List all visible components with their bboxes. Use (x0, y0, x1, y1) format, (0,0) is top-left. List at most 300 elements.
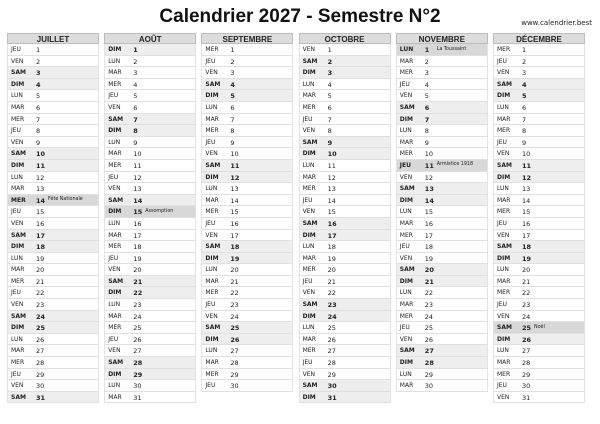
weekday-label: MAR (108, 393, 122, 401)
day-number: 8 (424, 127, 429, 136)
day-number: 13 (230, 185, 239, 194)
day-number: 17 (230, 231, 239, 240)
day-row (493, 357, 585, 369)
weekday-label: JEU (497, 382, 507, 390)
day-row (396, 380, 488, 392)
weekday-label: VEN (497, 231, 510, 239)
day-row (396, 183, 488, 195)
weekday-label: MER (399, 312, 413, 320)
weekday-label: LUN (497, 347, 509, 355)
day-row (104, 125, 196, 137)
day-row (201, 253, 293, 265)
day-row (299, 102, 391, 114)
weekday-label: LUN (205, 347, 218, 355)
weekday-label: JEU (205, 219, 216, 227)
day-row (201, 218, 293, 230)
day-row (493, 299, 585, 311)
weekday-label: SAM (108, 277, 124, 285)
day-number: 18 (522, 243, 532, 252)
day-row (396, 241, 488, 253)
day-number: 17 (133, 231, 142, 240)
day-number: 10 (230, 150, 239, 159)
weekday-label: MER (302, 347, 316, 355)
day-row (396, 276, 488, 288)
day-number: 21 (424, 277, 434, 286)
website-link[interactable]: www.calendrier.best (521, 19, 592, 27)
weekday-label: MAR (11, 347, 25, 355)
weekday-label: SAM (205, 80, 221, 88)
day-number: 24 (327, 312, 337, 321)
day-row (201, 357, 293, 369)
day-row (201, 380, 293, 392)
day-number: 16 (327, 219, 337, 228)
day-row (104, 67, 196, 79)
day-row (396, 160, 488, 172)
day-row (7, 322, 99, 334)
weekday-label: LUN (497, 185, 509, 193)
weekday-label: MAR (302, 335, 317, 343)
day-row (299, 44, 391, 56)
day-number: 17 (424, 231, 434, 240)
weekday-label: MAR (205, 277, 219, 285)
day-row (299, 206, 391, 218)
day-number: 22 (133, 289, 143, 298)
day-number: 20 (522, 266, 531, 275)
day-row (7, 125, 99, 137)
day-row (299, 218, 391, 230)
day-number: 14 (36, 196, 46, 205)
day-number: 14 (230, 196, 239, 205)
day-row (299, 311, 391, 323)
month-column (104, 33, 196, 403)
day-number: 8 (36, 127, 41, 136)
weekday-label: MER (302, 103, 316, 111)
day-row (104, 206, 196, 218)
day-number: 6 (230, 103, 235, 112)
day-number: 27 (522, 347, 531, 356)
day-number: 10 (424, 150, 434, 159)
day-row (7, 114, 99, 126)
day-row (396, 125, 488, 137)
day-row (7, 102, 99, 114)
day-number: 4 (36, 80, 41, 89)
holiday-label: Armistice 1918 (436, 162, 474, 168)
weekday-label: MAR (11, 103, 25, 111)
day-row (201, 345, 293, 357)
day-number: 26 (133, 335, 142, 344)
weekday-label: DIM (11, 324, 25, 332)
weekday-label: MAR (302, 254, 317, 262)
weekday-label: VEN (205, 150, 218, 158)
day-row (7, 369, 99, 381)
day-number: 10 (36, 150, 46, 159)
day-number: 6 (133, 103, 138, 112)
day-row (493, 90, 585, 102)
weekday-label: JEU (205, 301, 216, 309)
day-row (7, 299, 99, 311)
weekday-label: MAR (399, 382, 414, 390)
day-row (7, 90, 99, 102)
day-row (493, 56, 585, 68)
day-number: 31 (327, 393, 337, 402)
weekday-label: JEU (11, 208, 21, 216)
day-number: 6 (522, 103, 527, 112)
weekday-label: LUN (11, 173, 23, 181)
weekday-label: LUN (108, 138, 121, 146)
weekday-label: JEU (302, 196, 313, 204)
day-row (104, 44, 196, 56)
day-row (201, 90, 293, 102)
day-number: 8 (230, 127, 235, 136)
weekday-label: DIM (205, 92, 219, 100)
day-number: 12 (230, 173, 240, 182)
weekday-label: DIM (302, 312, 316, 320)
month-header: DÉCEMBRE (493, 33, 585, 44)
day-number: 4 (522, 80, 527, 89)
weekday-label: LUN (205, 266, 218, 274)
weekday-label: JEU (497, 219, 507, 227)
day-row (201, 322, 293, 334)
day-row (104, 253, 196, 265)
month-header: JUILLET (7, 33, 99, 44)
day-row (7, 241, 99, 253)
day-row (299, 195, 391, 207)
day-row (396, 369, 488, 381)
day-row (7, 380, 99, 392)
day-number: 15 (230, 208, 239, 217)
weekday-label: MAR (108, 231, 122, 239)
day-number: 27 (327, 347, 336, 356)
weekday-label: MAR (497, 115, 511, 123)
weekday-label: LUN (11, 92, 23, 100)
weekday-label: JEU (302, 277, 313, 285)
day-row (201, 299, 293, 311)
day-number: 11 (230, 161, 240, 170)
weekday-label: MAR (205, 359, 219, 367)
weekday-label: VEN (11, 301, 24, 309)
day-number: 4 (424, 80, 429, 89)
day-row (7, 287, 99, 299)
day-row (7, 311, 99, 323)
day-number: 7 (424, 115, 430, 124)
day-number: 10 (327, 150, 337, 159)
day-row (299, 345, 391, 357)
day-number: 24 (522, 312, 531, 321)
day-number: 26 (522, 335, 532, 344)
weekday-label: VEN (302, 208, 315, 216)
day-number: 9 (327, 138, 333, 147)
day-number: 2 (230, 57, 235, 66)
day-row (396, 299, 488, 311)
day-row (396, 218, 488, 230)
day-row (493, 172, 585, 184)
day-row (299, 299, 391, 311)
day-row (299, 264, 391, 276)
day-row (493, 287, 585, 299)
day-number: 21 (230, 277, 239, 286)
day-row (299, 114, 391, 126)
day-number: 30 (133, 382, 142, 391)
day-row (493, 160, 585, 172)
weekday-label: VEN (11, 138, 24, 146)
day-number: 14 (327, 196, 336, 205)
day-number: 8 (522, 127, 527, 136)
day-number: 4 (327, 80, 332, 89)
day-number: 26 (36, 335, 45, 344)
weekday-label: JEU (205, 138, 216, 146)
day-number: 3 (522, 69, 527, 78)
day-number: 10 (133, 150, 142, 159)
weekday-label: SAM (302, 138, 318, 146)
weekday-label: VEN (11, 382, 24, 390)
day-row (493, 183, 585, 195)
weekday-label: LUN (302, 243, 315, 251)
day-number: 28 (327, 359, 336, 368)
weekday-label: JEU (108, 173, 119, 181)
weekday-label: SAM (302, 57, 318, 65)
day-number: 14 (522, 196, 531, 205)
day-row (104, 195, 196, 207)
weekday-label: MER (205, 127, 219, 135)
weekday-label: LUN (108, 57, 121, 65)
day-number: 5 (327, 92, 332, 101)
weekday-label: MAR (108, 150, 122, 158)
day-row (299, 334, 391, 346)
day-number: 9 (133, 138, 138, 147)
day-number: 25 (36, 324, 46, 333)
weekday-label: MER (205, 208, 219, 216)
day-number: 29 (424, 370, 434, 379)
day-number: 1 (133, 46, 138, 54)
month-header: SEPTEMBRE (201, 33, 293, 44)
day-row (201, 287, 293, 299)
day-row (299, 56, 391, 68)
holiday-label: Assomption (145, 208, 174, 214)
day-number: 14 (133, 196, 143, 205)
day-row (201, 264, 293, 276)
day-number: 16 (36, 219, 45, 228)
day-row (7, 67, 99, 79)
day-row (7, 345, 99, 357)
day-row (104, 322, 196, 334)
day-row (7, 172, 99, 184)
weekday-label: VEN (108, 347, 121, 355)
day-number: 9 (424, 138, 429, 147)
day-number: 12 (133, 173, 142, 182)
day-row (104, 160, 196, 172)
day-row (396, 102, 488, 114)
day-number: 4 (230, 80, 235, 89)
day-row (493, 206, 585, 218)
day-row (7, 195, 99, 207)
weekday-label: MAR (205, 115, 219, 123)
day-number: 29 (133, 370, 143, 379)
weekday-label: DIM (399, 359, 413, 367)
day-number: 18 (133, 243, 142, 252)
day-row (493, 392, 585, 404)
day-number: 26 (230, 335, 240, 344)
day-number: 21 (522, 277, 531, 286)
month-header: AOÛT (104, 33, 196, 44)
weekday-label: MER (302, 185, 316, 193)
weekday-label: VEN (108, 185, 121, 193)
weekday-label: VEN (399, 254, 413, 262)
day-number: 5 (36, 92, 41, 101)
day-number: 28 (522, 359, 531, 368)
weekday-label: MER (205, 289, 219, 297)
day-row (299, 369, 391, 381)
weekday-label: SAM (205, 243, 221, 251)
weekday-label: MER (399, 231, 413, 239)
day-number: 3 (230, 69, 235, 78)
weekday-label: VEN (302, 46, 315, 53)
day-number: 13 (327, 185, 336, 194)
day-row (493, 322, 585, 334)
month-column (201, 33, 293, 392)
day-row (493, 137, 585, 149)
day-number: 13 (424, 185, 434, 194)
day-row (201, 172, 293, 184)
day-row (493, 230, 585, 242)
day-row (396, 56, 488, 68)
weekday-label: MAR (108, 69, 122, 77)
month-column (7, 33, 99, 403)
weekday-label: MER (497, 127, 511, 135)
day-number: 27 (230, 347, 239, 356)
weekday-label: DIM (11, 243, 25, 251)
weekday-label: DIM (108, 208, 122, 216)
weekday-label: MER (205, 46, 219, 53)
weekday-label: LUN (399, 370, 412, 378)
weekday-label: LUN (302, 80, 315, 88)
weekday-label: SAM (205, 161, 221, 169)
weekday-label: SAM (108, 196, 124, 204)
weekday-label: DIM (108, 370, 122, 378)
day-number: 27 (133, 347, 142, 356)
day-number: 5 (424, 92, 429, 101)
day-row (299, 253, 391, 265)
day-row (493, 380, 585, 392)
weekday-label: SAM (11, 231, 26, 239)
weekday-label: VEN (302, 289, 315, 297)
day-number: 18 (327, 243, 336, 252)
day-row (201, 195, 293, 207)
day-row (299, 276, 391, 288)
day-number: 3 (133, 69, 138, 78)
weekday-label: DIM (108, 127, 122, 135)
weekday-label: LUN (399, 127, 412, 135)
day-row (299, 137, 391, 149)
day-row (104, 102, 196, 114)
weekday-label: JEU (399, 161, 411, 169)
day-number: 14 (424, 196, 434, 205)
day-row (299, 380, 391, 392)
weekday-label: VEN (302, 370, 315, 378)
weekday-label: MER (11, 277, 25, 285)
day-number: 22 (424, 289, 434, 298)
weekday-label: JEU (108, 254, 119, 262)
day-number: 8 (133, 127, 138, 136)
day-number: 1 (327, 46, 332, 54)
day-number: 1 (522, 46, 527, 54)
day-row (396, 44, 488, 56)
day-number: 16 (522, 219, 531, 228)
day-row (7, 206, 99, 218)
day-row (396, 264, 488, 276)
weekday-label: DIM (302, 231, 316, 239)
weekday-label: MAR (302, 173, 317, 181)
weekday-label: MER (108, 161, 122, 169)
weekday-label: DIM (497, 335, 511, 343)
weekday-label: JEU (399, 243, 410, 251)
day-row (104, 369, 196, 381)
weekday-label: SAM (11, 150, 26, 158)
day-number: 9 (36, 138, 41, 147)
weekday-label: MER (497, 289, 511, 297)
weekday-label: MAR (108, 312, 122, 320)
day-row (104, 299, 196, 311)
weekday-label: LUN (497, 266, 509, 274)
day-number: 27 (424, 347, 434, 356)
weekday-label: SAM (497, 243, 512, 251)
day-row (396, 67, 488, 79)
weekday-label: JEU (497, 138, 507, 146)
page-title: Calendrier 2027 - Semestre N°2 (159, 6, 441, 27)
weekday-label: LUN (205, 103, 218, 111)
day-row (104, 114, 196, 126)
day-number: 5 (230, 92, 235, 101)
day-number: 27 (36, 347, 45, 356)
weekday-label: DIM (497, 92, 511, 100)
weekday-label: SAM (497, 161, 512, 169)
day-row (396, 357, 488, 369)
day-row (104, 311, 196, 323)
weekday-label: MAR (399, 219, 414, 227)
weekday-label: VEN (302, 127, 315, 135)
day-number: 22 (522, 289, 531, 298)
weekday-label: SAM (108, 115, 124, 123)
weekday-label: VEN (497, 312, 510, 320)
day-number: 12 (36, 173, 45, 182)
weekday-label: SAM (108, 359, 124, 367)
weekday-label: DIM (205, 335, 219, 343)
day-row (201, 44, 293, 56)
day-row (396, 322, 488, 334)
holiday-label: Fête Nationale (48, 197, 83, 203)
day-number: 9 (230, 138, 235, 147)
weekday-label: MER (108, 324, 122, 332)
day-row (493, 369, 585, 381)
day-number: 20 (327, 266, 336, 275)
day-row (493, 67, 585, 79)
weekday-label: MER (11, 115, 25, 123)
weekday-label: SAM (399, 266, 415, 274)
day-number: 1 (230, 46, 235, 54)
day-number: 28 (424, 359, 434, 368)
day-number: 13 (36, 185, 45, 194)
day-row (104, 334, 196, 346)
weekday-label: DIM (399, 196, 413, 204)
day-number: 25 (522, 324, 532, 333)
day-number: 21 (36, 277, 45, 286)
day-number: 18 (36, 243, 46, 252)
month-header: OCTOBRE (299, 33, 391, 44)
day-row (493, 44, 585, 56)
day-number: 11 (133, 161, 142, 170)
day-number: 25 (230, 324, 240, 333)
day-row (299, 241, 391, 253)
day-row (493, 218, 585, 230)
